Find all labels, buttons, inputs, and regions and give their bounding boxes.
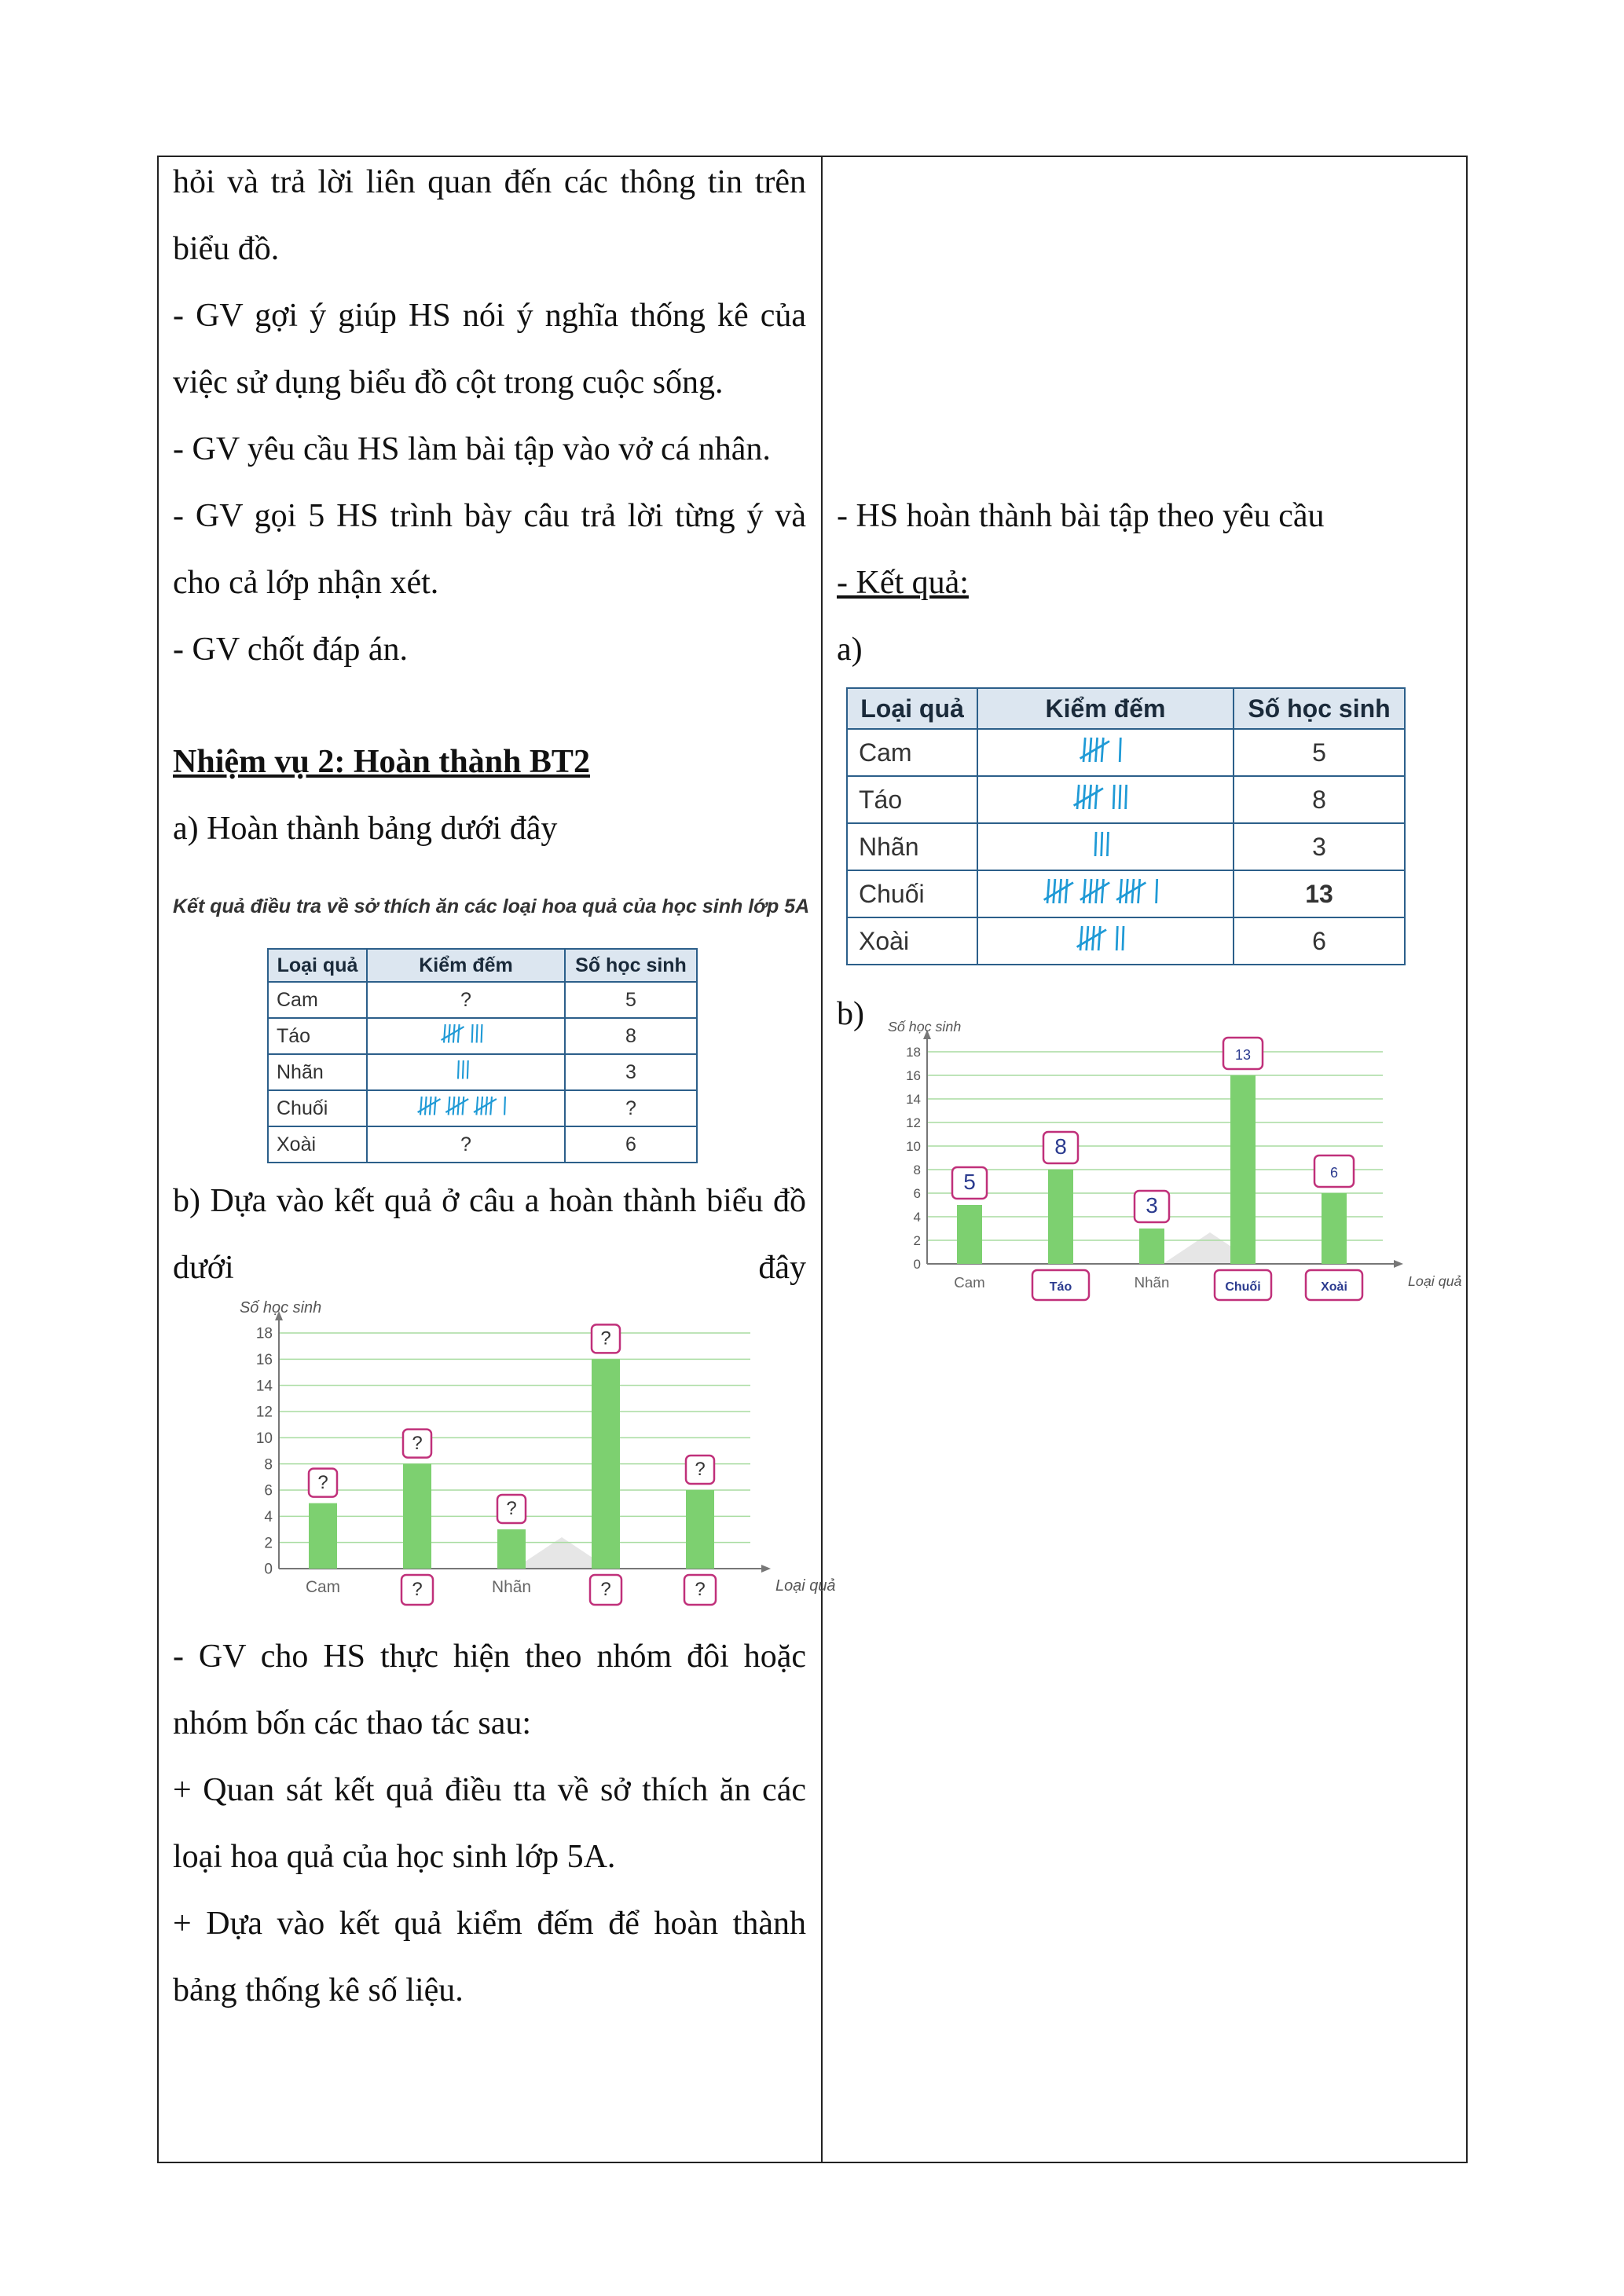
tally-marks	[455, 1059, 477, 1082]
x-tick-label: ?	[695, 1578, 706, 1600]
x-axis-arrow	[1394, 1260, 1403, 1268]
fruit-cell: Nhãn	[847, 823, 977, 870]
answer-bar-chart	[837, 1019, 1462, 1315]
bar-value-label: 5	[963, 1170, 976, 1194]
fruit-cell: Chuối	[847, 870, 977, 917]
bar-value-label: 13	[1234, 1047, 1252, 1063]
paragraph-4: - GV gọi 5 HS trình bày câu trả lời từng ý và cho cả lớp nhận xét.	[173, 498, 806, 601]
paragraph-8: + Dựa vào kết quả kiểm đếm để hoàn thành bảng thống kê số liệu.	[173, 1906, 806, 2009]
table-row	[268, 1126, 697, 1163]
left-column	[173, 149, 836, 2024]
right-part-b: b)	[837, 996, 864, 1032]
paragraph-5: - GV chốt đáp án.	[173, 632, 408, 668]
bar	[1230, 1075, 1256, 1264]
table-row	[847, 776, 1405, 823]
table-row	[268, 982, 697, 1018]
y-tick-label: 8	[264, 1456, 273, 1474]
x-axis-arrow	[761, 1565, 771, 1573]
paragraph-2: - GV gợi ý giúp HS nói ý nghĩa thống kê của việc sử dụng biểu đồ cột trong cuộc sống.	[173, 298, 806, 401]
tally-marks	[1077, 925, 1134, 954]
y-tick-label: 2	[264, 1535, 273, 1552]
tally-cell	[977, 870, 1234, 917]
table-row	[268, 1054, 697, 1090]
bar-value-label: ?	[412, 1432, 423, 1454]
fruit-cell: Xoài	[847, 917, 977, 965]
bar	[1139, 1229, 1164, 1264]
table-row	[268, 1018, 697, 1054]
count-cell: 13	[1234, 870, 1405, 917]
y-tick-label: 0	[913, 1256, 921, 1272]
y-tick-label: 18	[255, 1325, 273, 1342]
table-caption: Kết quả điều tra về sở thích ăn các loại hoa quả của học sinh lớp 5A	[173, 895, 810, 917]
question-bar-chart	[173, 1299, 836, 1624]
answer-header-count: Số học sinh	[1234, 688, 1405, 729]
tally-cell	[367, 1054, 565, 1090]
bar-value-label: ?	[506, 1498, 517, 1520]
y-tick-label: 2	[913, 1232, 921, 1248]
bar	[403, 1464, 431, 1569]
tally-marks	[417, 1095, 514, 1119]
table-row	[847, 729, 1405, 776]
result-label: - Kết quả:	[837, 565, 969, 601]
tally-cell	[977, 823, 1234, 870]
right-line-1: - HS hoàn thành bài tập theo yêu cầu	[837, 498, 1325, 534]
table-row	[268, 1090, 697, 1126]
count-cell: 6	[565, 1126, 697, 1163]
y-tick-label: 6	[913, 1185, 921, 1201]
bar-value-label: 6	[1329, 1165, 1339, 1181]
count-cell: ?	[565, 1090, 697, 1126]
y-tick-label: 8	[913, 1162, 921, 1177]
y-axis-label: Số học sinh	[240, 1299, 322, 1316]
y-tick-label: 18	[906, 1044, 921, 1060]
tally-cell	[367, 1090, 565, 1126]
y-axis-label: Số học sinh	[888, 1019, 962, 1034]
count-cell: 8	[565, 1018, 697, 1054]
y-tick-label: 12	[906, 1115, 921, 1130]
fruit-cell: Cam	[847, 729, 977, 776]
right-column	[837, 483, 1462, 1315]
x-tick-label: Nhãn	[1134, 1274, 1170, 1291]
x-tick-label: Cam	[954, 1274, 985, 1291]
paragraph-3: - GV yêu cầu HS làm bài tập vào vở cá nhân.	[173, 431, 771, 467]
y-tick-label: 16	[906, 1067, 921, 1083]
y-tick-label: 0	[264, 1561, 273, 1578]
tally-marks	[1044, 877, 1167, 906]
count-cell: 3	[1234, 823, 1405, 870]
bar	[957, 1205, 982, 1264]
part-b-instruction: b) Dựa vào kết quả ở câu a hoàn thành biểu đồ dưới đây	[173, 1183, 806, 1286]
x-axis-label: Loại quả	[1408, 1273, 1462, 1289]
tally-marks	[441, 1023, 491, 1046]
bar-value-label: ?	[600, 1327, 611, 1349]
bar	[592, 1359, 620, 1569]
header-fruit: Loại quả	[268, 949, 367, 982]
x-axis-label: Loại quả	[775, 1577, 836, 1595]
fruit-cell: Cam	[268, 982, 367, 1018]
x-tick-label: Xoài	[1321, 1280, 1347, 1294]
task-heading: Nhiệm vụ 2: Hoàn thành BT2	[173, 744, 590, 780]
x-tick-label: ?	[600, 1578, 611, 1600]
paragraph-7: + Quan sát kết quả điều tta về sở thích ăn các loại hoa quả của học sinh lớp 5A.	[173, 1772, 806, 1875]
tally-cell: ?	[367, 982, 565, 1018]
right-part-a: a)	[837, 632, 863, 668]
y-tick-label: 16	[255, 1351, 273, 1368]
tally-marks	[1080, 736, 1131, 765]
table-row	[847, 870, 1405, 917]
count-cell: 3	[565, 1054, 697, 1090]
paragraph-6: - GV cho HS thực hiện theo nhóm đôi hoặc nhóm bốn các thao tác sau:	[173, 1639, 806, 1741]
question-table	[267, 948, 698, 1163]
column-divider	[821, 156, 823, 2163]
tally-cell	[977, 917, 1234, 965]
header-count: Số học sinh	[565, 949, 697, 982]
answer-header-fruit: Loại quả	[847, 688, 977, 729]
bar-value-label: ?	[695, 1459, 706, 1481]
y-tick-label: 4	[264, 1508, 273, 1525]
tally-cell	[367, 1018, 565, 1054]
part-a-instruction: a) Hoàn thành bảng dưới đây	[173, 811, 558, 847]
table-row	[847, 823, 1405, 870]
tally-marks	[1092, 830, 1118, 859]
bar	[309, 1503, 337, 1569]
count-cell: 8	[1234, 776, 1405, 823]
x-tick-label: ?	[412, 1578, 423, 1600]
y-tick-label: 6	[264, 1482, 273, 1500]
y-tick-label: 14	[255, 1378, 273, 1395]
fruit-cell: Chuối	[268, 1090, 367, 1126]
paragraph-1: hỏi và trả lời liên quan đến các thông tin trên biểu đồ.	[173, 164, 806, 267]
x-tick-label: Chuối	[1225, 1280, 1261, 1294]
answer-table	[846, 687, 1406, 965]
bar-value-label: 3	[1146, 1193, 1158, 1218]
tally-cell	[977, 729, 1234, 776]
tally-cell: ?	[367, 1126, 565, 1163]
fruit-cell: Nhãn	[268, 1054, 367, 1090]
y-tick-label: 10	[255, 1430, 273, 1447]
fruit-cell: Xoài	[268, 1126, 367, 1163]
count-cell: 5	[565, 982, 697, 1018]
y-tick-label: 12	[255, 1404, 273, 1421]
fruit-cell: Táo	[268, 1018, 367, 1054]
bar-value-label: 8	[1054, 1134, 1067, 1159]
x-tick-label: Táo	[1049, 1280, 1072, 1294]
count-cell: 6	[1234, 917, 1405, 965]
bar	[1322, 1193, 1347, 1264]
table-row	[847, 917, 1405, 965]
tally-marks	[1074, 783, 1136, 812]
y-tick-label: 14	[906, 1091, 921, 1107]
spacer	[173, 683, 806, 729]
bar	[686, 1490, 714, 1569]
header-tally: Kiểm đếm	[367, 949, 565, 982]
x-tick-label: Cam	[305, 1578, 341, 1596]
tally-cell	[977, 776, 1234, 823]
bar	[1048, 1170, 1073, 1264]
fruit-cell: Táo	[847, 776, 977, 823]
count-cell: 5	[1234, 729, 1405, 776]
answer-header-tally: Kiểm đếm	[977, 688, 1234, 729]
y-tick-label: 4	[913, 1209, 921, 1225]
bar	[497, 1529, 526, 1569]
bar-value-label: ?	[317, 1471, 328, 1493]
x-tick-label: Nhãn	[492, 1578, 531, 1596]
y-tick-label: 10	[906, 1138, 921, 1154]
